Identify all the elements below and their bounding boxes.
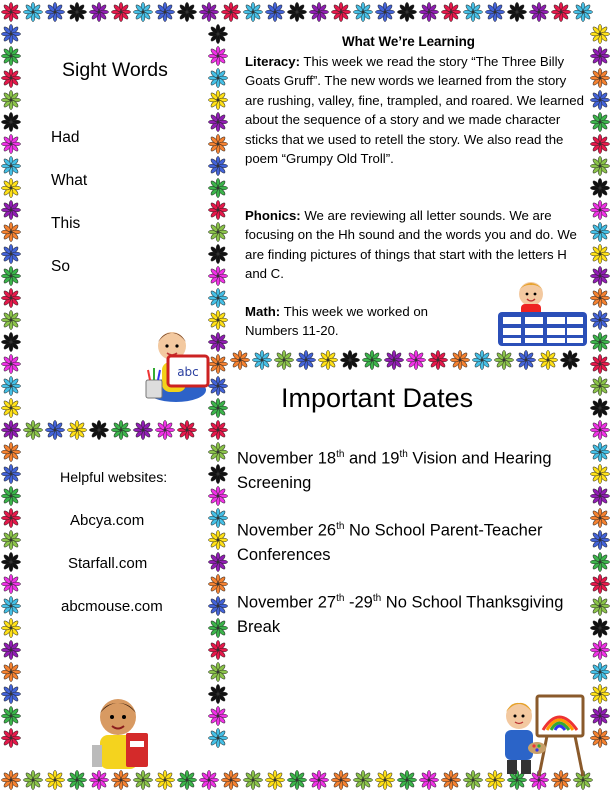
flower-icon [590, 288, 609, 307]
kid-at-pocket-chart-image [497, 280, 589, 348]
flower-icon [252, 350, 271, 369]
flower-icon [1, 508, 20, 527]
flower-icon [208, 46, 227, 65]
flower-icon [538, 350, 557, 369]
flower-icon [23, 2, 42, 21]
flower-icon [199, 2, 218, 21]
sight-word: What [51, 172, 88, 189]
literacy-paragraph [245, 52, 585, 168]
flower-icon [208, 288, 227, 307]
phonics-text: We are reviewing all letter sounds. We are focusing on the Hh sound and the words you and do. We are finding pictures of things that start with the letters H and C. [245, 208, 577, 282]
flower-icon [221, 770, 240, 789]
flower-icon [208, 442, 227, 461]
flower-icon [1, 178, 20, 197]
flower-icon [590, 200, 609, 219]
flower-icon [590, 310, 609, 329]
flower-icon [340, 350, 359, 369]
kid-painting-easel-image [497, 690, 589, 778]
flower-icon [1, 442, 20, 461]
flower-icon [375, 770, 394, 789]
flower-icon [208, 134, 227, 153]
flower-icon [1, 706, 20, 725]
flower-icon [287, 2, 306, 21]
flower-icon [208, 574, 227, 593]
flower-icon [590, 354, 609, 373]
flower-icon [208, 684, 227, 703]
flower-icon [208, 552, 227, 571]
date-item-conferences: November 26th No School Parent-Teacher Conferences [237, 521, 543, 564]
flower-icon [494, 350, 513, 369]
flower-icon [111, 770, 130, 789]
flower-icon [507, 2, 526, 21]
flower-icon [89, 770, 108, 789]
kid-reading-book-image [90, 695, 162, 773]
abc-board-text: abc [177, 365, 199, 379]
flower-icon [590, 68, 609, 87]
flower-icon [590, 398, 609, 417]
important-dates-title: Important Dates [281, 383, 474, 413]
flower-icon [441, 770, 460, 789]
flower-icon [309, 2, 328, 21]
flower-icon [1, 46, 20, 65]
flower-icon [485, 2, 504, 21]
flower-icon [590, 156, 609, 175]
flower-icon [208, 178, 227, 197]
flower-icon [67, 420, 86, 439]
flower-icon [590, 266, 609, 285]
flower-icon [1, 2, 20, 21]
flower-icon [590, 90, 609, 109]
flower-icon [441, 2, 460, 21]
flower-icon [362, 350, 381, 369]
flower-icon [375, 2, 394, 21]
flower-icon [1, 112, 20, 131]
flower-icon [208, 200, 227, 219]
website-link-abcmouse[interactable]: abcmouse.com [61, 598, 163, 615]
flower-icon [287, 770, 306, 789]
flower-icon [45, 2, 64, 21]
flower-icon [428, 350, 447, 369]
phonics-paragraph [245, 206, 585, 284]
flower-icon [560, 350, 579, 369]
flower-icon [1, 288, 20, 307]
flower-icon [208, 464, 227, 483]
flower-icon [590, 178, 609, 197]
flower-icon [208, 24, 227, 43]
flower-icon [208, 640, 227, 659]
flower-icon [89, 2, 108, 21]
math-paragraph [245, 302, 465, 341]
flower-icon [1, 156, 20, 175]
flower-icon [590, 420, 609, 439]
flower-icon [331, 770, 350, 789]
date-item-vision-hearing: November 18th and 19th Vision and Hearing Screening [237, 449, 552, 492]
flower-icon [208, 266, 227, 285]
flower-icon [155, 420, 174, 439]
flower-icon [590, 24, 609, 43]
sight-words-title: Sight Words [62, 59, 168, 81]
flower-icon [419, 770, 438, 789]
flower-icon [133, 2, 152, 21]
flower-icon [208, 728, 227, 747]
flower-icon [590, 640, 609, 659]
flower-icon [1, 486, 20, 505]
flower-icon [1, 574, 20, 593]
phonics-label: Phonics: [245, 208, 301, 223]
flower-icon [1, 24, 20, 43]
flower-icon [463, 770, 482, 789]
date-item-thanksgiving: November 27th -29th No School Thanksgiving Break [237, 593, 564, 636]
flower-icon [1, 596, 20, 615]
flower-icon [1, 244, 20, 263]
flower-icon [208, 508, 227, 527]
flower-icon [111, 2, 130, 21]
flower-icon [1, 266, 20, 285]
flower-icon [1, 398, 20, 417]
literacy-label: Literacy: [245, 54, 300, 69]
flower-icon [397, 2, 416, 21]
flower-icon [274, 350, 293, 369]
flower-icon [419, 2, 438, 21]
flower-icon [265, 2, 284, 21]
flower-icon [1, 376, 20, 395]
flower-icon [1, 618, 20, 637]
flower-icon [208, 156, 227, 175]
flower-icon [1, 134, 20, 153]
flower-icon [296, 350, 315, 369]
flower-icon [23, 770, 42, 789]
flower-icon [353, 770, 372, 789]
flower-icon [208, 662, 227, 681]
flower-icon [529, 2, 548, 21]
flower-icon [177, 2, 196, 21]
flower-icon [208, 706, 227, 725]
flower-icon [111, 420, 130, 439]
flower-icon [243, 770, 262, 789]
sight-word: This [51, 215, 81, 232]
flower-icon [1, 684, 20, 703]
flower-icon [590, 376, 609, 395]
flower-icon [67, 770, 86, 789]
flower-icon [1, 68, 20, 87]
flower-icon [590, 728, 609, 747]
flower-icon [384, 350, 403, 369]
flower-icon [221, 2, 240, 21]
flower-icon [406, 350, 425, 369]
flower-icon [67, 2, 86, 21]
flower-icon [472, 350, 491, 369]
flower-icon [208, 420, 227, 439]
flower-icon [208, 112, 227, 131]
flower-icon [1, 310, 20, 329]
flower-icon [1, 222, 20, 241]
flower-icon [1, 530, 20, 549]
flower-icon [208, 244, 227, 263]
flower-icon [23, 420, 42, 439]
flower-icon [133, 420, 152, 439]
flower-icon [1, 728, 20, 747]
flower-icon [208, 618, 227, 637]
flower-icon [516, 350, 535, 369]
flower-icon [177, 770, 196, 789]
flower-icon [1, 200, 20, 219]
flower-icon [230, 350, 249, 369]
flower-icon [1, 552, 20, 571]
flower-icon [208, 530, 227, 549]
flower-icon [463, 2, 482, 21]
website-link-starfall[interactable]: Starfall.com [68, 555, 148, 572]
flower-icon [590, 662, 609, 681]
flower-icon [331, 2, 350, 21]
flower-icon [590, 332, 609, 351]
flower-icon [208, 596, 227, 615]
flower-icon [573, 2, 592, 21]
flower-icon [89, 420, 108, 439]
flower-icon [590, 112, 609, 131]
flower-icon [265, 770, 284, 789]
flower-icon [208, 222, 227, 241]
kid-with-abc-board-image [140, 318, 212, 408]
flower-icon [133, 770, 152, 789]
flower-icon [590, 134, 609, 153]
flower-icon [590, 46, 609, 65]
math-text: This week we worked on Numbers 11-20. [245, 304, 428, 339]
learning-heading: What We’re Learning [342, 34, 475, 49]
flower-icon [1, 90, 20, 109]
flower-icon [1, 770, 20, 789]
flower-icon [199, 770, 218, 789]
flower-icon [590, 706, 609, 725]
sight-word: So [51, 258, 70, 275]
flower-icon [1, 420, 20, 439]
flower-icon [177, 420, 196, 439]
flower-icon [318, 350, 337, 369]
flower-icon [208, 486, 227, 505]
flower-icon [551, 2, 570, 21]
flower-icon [590, 684, 609, 703]
flower-icon [450, 350, 469, 369]
flower-icon [397, 770, 416, 789]
flower-icon [1, 640, 20, 659]
flower-icon [1, 332, 20, 351]
flower-icon [309, 770, 328, 789]
flower-icon [590, 244, 609, 263]
flower-icon [208, 68, 227, 87]
flower-icon [208, 90, 227, 109]
helpful-websites-title: Helpful websites: [60, 470, 168, 486]
sight-word: Had [51, 129, 80, 146]
website-link-abcya[interactable]: Abcya.com [70, 512, 145, 529]
flower-icon [155, 770, 174, 789]
flower-icon [1, 354, 20, 373]
literacy-text: This week we read the story “The Three Billy Goats Gruff”. The new words we learned from the story are rushing, valley, fine, trampled, and roared. We learned about the sequence of a story and we made character sticks that we used to retell the story. We also read the poem “Grumpy Old Troll”. [245, 54, 584, 167]
flower-icon [353, 2, 372, 21]
math-label: Math: [245, 304, 281, 319]
flower-icon [45, 770, 64, 789]
flower-icon [155, 2, 174, 21]
flower-icon [243, 2, 262, 21]
flower-icon [45, 420, 64, 439]
flower-icon [1, 464, 20, 483]
flower-icon [590, 222, 609, 241]
flower-icon [1, 662, 20, 681]
